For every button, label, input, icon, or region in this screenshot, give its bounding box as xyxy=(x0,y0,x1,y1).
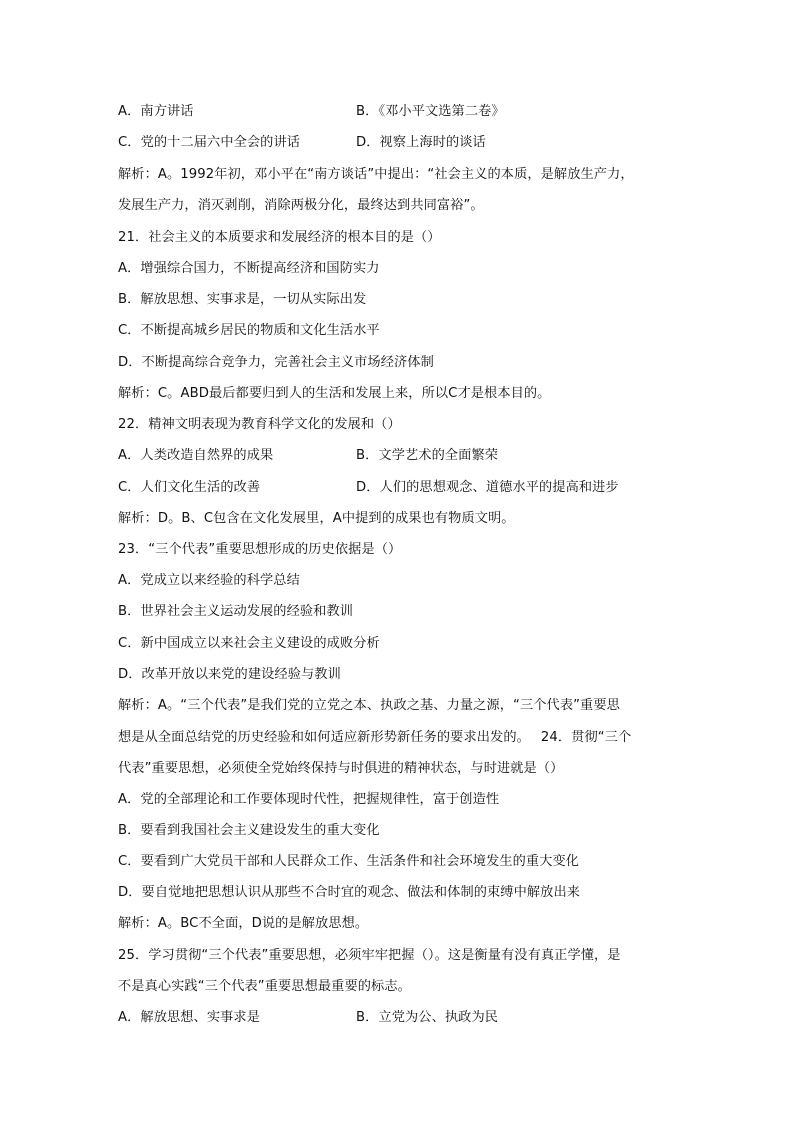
option-d: D．视察上海时的谈话 xyxy=(356,135,486,150)
option-c: C．要看到广大党员干部和人民群众工作、生活条件和社会环境发生的重大变化 xyxy=(118,854,580,869)
option-d: D．要自觉地把思想认识从那些不合时宜的观念、做法和体制的束缚中解放出来 xyxy=(118,885,581,900)
explanation-text: 解析：D。B、C包含在文化发展里，A中提到的成果也有物质文明。 xyxy=(118,511,515,526)
option-a: A．人类改造自然界的成果 xyxy=(118,448,274,463)
explanation-text: 解析：A。1992年初，邓小平在“南方谈话”中提出：“社会主义的本质，是解放生产力， xyxy=(118,167,634,182)
question-24: 代表”重要思想，必须使全党始终保持与时俱进的精神状态，与时进就是（） xyxy=(118,761,564,776)
explanation-text: 解析：A。BC不全面，D说的是解放思想。 xyxy=(118,916,369,931)
option-c: C．人们文化生活的改善 xyxy=(118,480,261,495)
option-row xyxy=(118,133,486,153)
option-a: A．党成立以来经验的科学总结 xyxy=(118,573,300,588)
question-21: 21．社会主义的本质要求和发展经济的根本目的是（） xyxy=(118,230,441,245)
option-b: B．世界社会主义运动发展的经验和教训 xyxy=(118,604,354,619)
option-c: C．党的十二届六中全会的讲话 xyxy=(118,135,301,150)
option-row xyxy=(118,478,619,498)
option-a: A．解放思想、实事求是 xyxy=(118,1010,260,1025)
option-c: C．新中国成立以来社会主义建设的成败分析 xyxy=(118,636,380,651)
question-25-cont: 不是真心实践“三个代表”重要思想最重要的标志。 xyxy=(118,979,411,994)
option-row xyxy=(118,446,499,466)
option-b: B．立党为公、执政为民 xyxy=(356,1010,499,1025)
option-d: D．人们的思想观念、道德水平的提高和进步 xyxy=(356,480,619,495)
option-d: D．不断提高综合竞争力，完善社会主义市场经济体制 xyxy=(118,355,434,370)
explanation-text: 发展生产力，消灭剥削，消除两极分化，最终达到共同富裕”。 xyxy=(118,198,484,213)
option-b: B．解放思想、实事求是，一切从实际出发 xyxy=(118,292,367,307)
explanation-text: 想是从全面总结党的历史经验和如何适应新形势新任务的要求出发的。 24．贯彻“三个 xyxy=(118,730,632,745)
option-b: B．文学艺术的全面繁荣 xyxy=(356,448,499,463)
option-a: A．南方讲话 xyxy=(118,104,194,119)
question-22: 22．精神文明表现为教育科学文化的发展和（） xyxy=(118,417,401,432)
option-a: A．党的全部理论和工作要体现时代性，把握规律性，富于创造性 xyxy=(118,792,500,807)
question-25: 25．学习贯彻“三个代表”重要思想，必须牢牢把握（）。这是衡量有没有真正学懂，是 xyxy=(118,948,621,963)
option-d: D．改革开放以来党的建设经验与教训 xyxy=(118,667,341,682)
option-b: B．要看到我国社会主义建设发生的重大变化 xyxy=(118,823,380,838)
option-a: A．增强综合国力，不断提高经济和国防实力 xyxy=(118,261,380,276)
option-row xyxy=(118,1008,499,1028)
option-c: C．不断提高城乡居民的物质和文化生活水平 xyxy=(118,323,380,338)
option-row xyxy=(118,102,505,122)
option-b: B．《邓小平文选第二卷》 xyxy=(356,104,505,119)
question-23: 23．“三个代表”重要思想形成的历史依据是（） xyxy=(118,542,402,557)
explanation-text: 解析：A。“三个代表”是我们党的立党之本、执政之基、力量之源，“三个代表”重要思 xyxy=(118,698,620,713)
explanation-text: 解析：C。ABD最后都要归到人的生活和发展上来，所以C才是根本目的。 xyxy=(118,386,551,401)
